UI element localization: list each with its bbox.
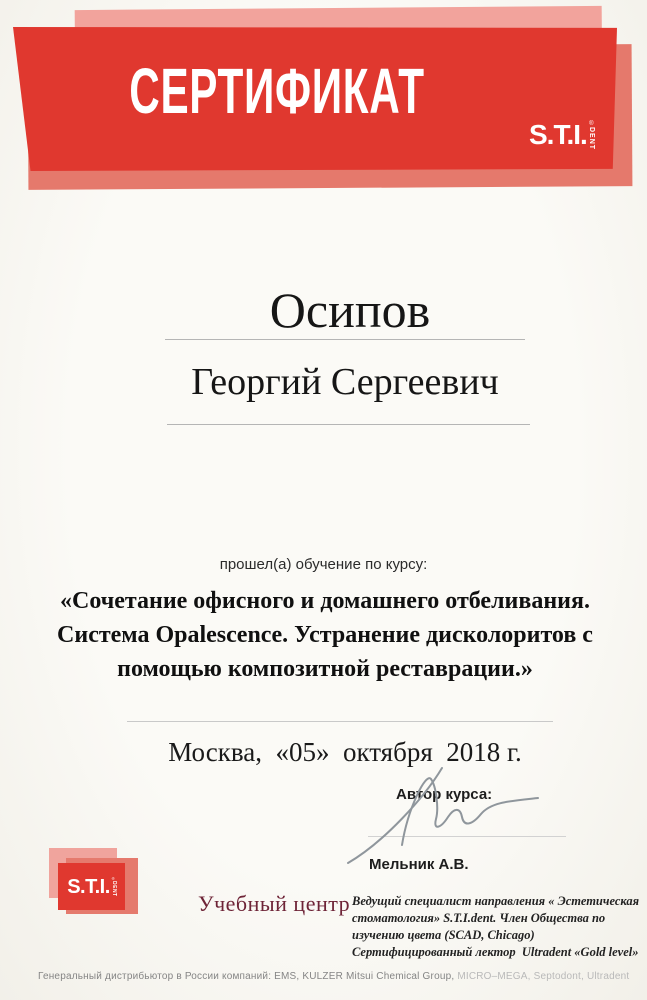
course-title-line-2: Система Opalescence. Устранение дисколоритов с [57,622,593,648]
distributor-light-text: MICRO–MEGA, Septodont, Ultradent [457,971,630,982]
author-credentials [352,893,644,961]
registered-trademark-icon: ® [111,875,115,881]
recipient-name-block [140,283,560,338]
sti-footer-lockup [67,877,116,897]
registered-trademark-icon: ® [589,121,594,127]
distributor-line [38,971,629,982]
credentials-line-1: Ведущий специалист направления « Эстетическая [352,894,640,908]
sti-dent-logo [529,121,595,150]
credentials-line-4: Сертифицированный лектор Ultradent «Gold level» [352,945,639,959]
course-title-line-1: «Сочетание офисного и домашнего отбеливания. [60,588,590,614]
sti-logo-text: S.T.I. [529,119,587,150]
recipient-first-middle-name: Георгий Сергеевич [191,361,499,403]
distributor-main-text: Генеральный дистрибьютор в России компаний: EMS, KULZER Mitsui Chemical Group, [38,971,458,982]
sti-footer-logo-text: S.T.I. [67,875,110,898]
course-title-line-3: помощью композитной реставрации.» [117,656,533,682]
training-center-label: Учебный центр [198,891,351,916]
sti-footer-logo-dent-text: DENT [110,880,117,897]
sti-logo-dent-text: DENT [587,127,595,151]
credentials-line-3: изучению цвета (SCAD, Chicago) [352,928,535,942]
sti-dent-footer-logo [58,863,125,910]
sti-footer-logo-side [111,877,116,897]
sti-logo-side [588,121,595,150]
banner [0,0,647,200]
last-name-underline [165,339,525,340]
recipient-last-name: Осипов [269,282,431,338]
course-intro-text: прошел(а) обучение по курсу: [219,556,428,573]
signature-scribble [340,760,550,870]
course-title [30,584,620,686]
certificate-title: СЕРТИФИКАТ [129,55,425,127]
first-name-underline [167,424,530,425]
city-date-line: Москва, «05» октября 2018 г. [168,737,522,767]
course-author-label: Автор курса: [396,786,493,803]
divider-line [127,721,553,722]
credentials-line-2: стоматология» S.T.I.dent. Член Общества по [352,911,606,925]
course-author-name: Мельник А.В. [369,856,469,873]
